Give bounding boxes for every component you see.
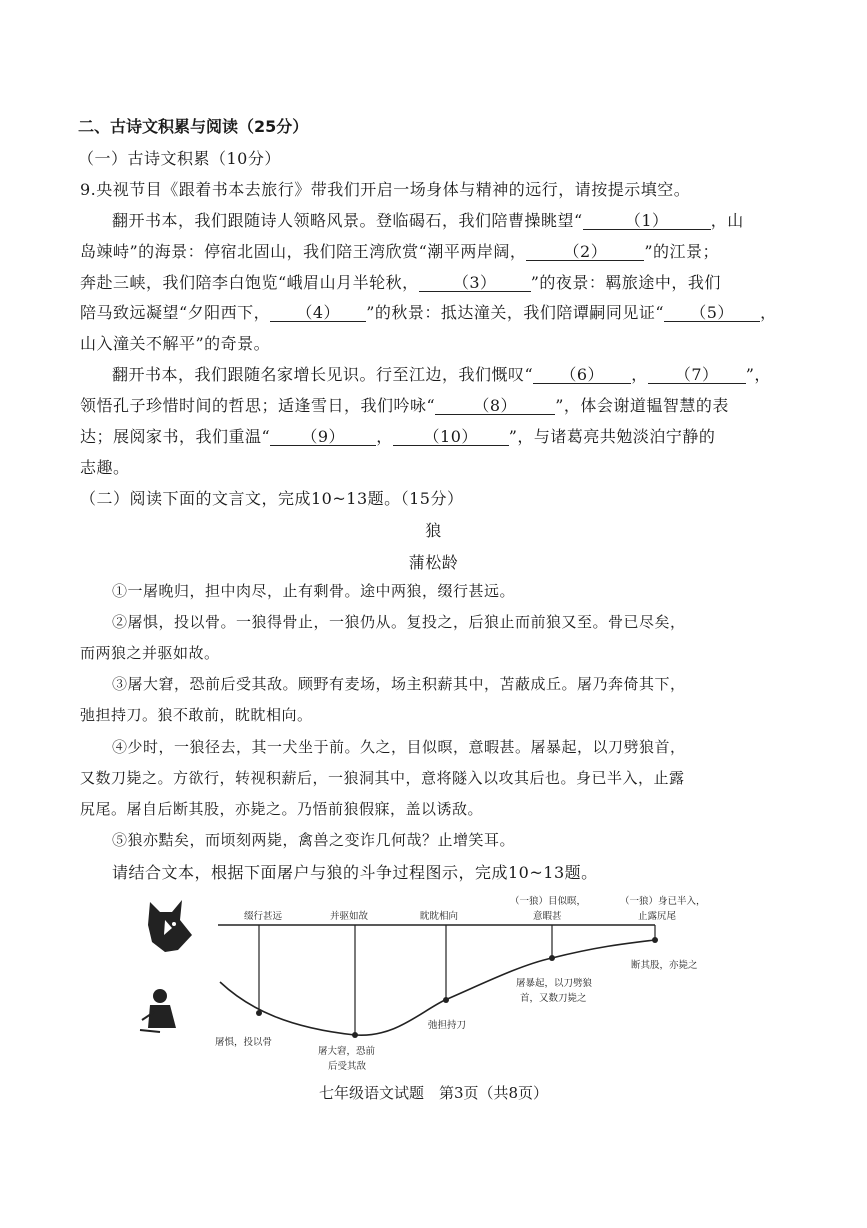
- node: [352, 1032, 358, 1038]
- butcher-label-3: 弛担持刀: [428, 1020, 467, 1031]
- para-4-line2: 又数刀毙之。方欲行，转视积薪后，一狼洞其中，意将隧入以攻其后也。身已半入，止露: [80, 769, 685, 787]
- para-3-line2: 弛担持刀。狼不敢前，眈眈相向。: [80, 706, 313, 724]
- wolf-label-3: 眈眈相向: [420, 911, 459, 922]
- blank-10[interactable]: （10）: [393, 428, 509, 446]
- butcher-label-2a: 屠大窘，恐前: [318, 1046, 376, 1057]
- wolf-label-5a: （一狼）身已半入，: [620, 896, 706, 907]
- diagram-instruction: 请结合文本，根据下面屠户与狼的斗争过程图示，完成10~13题。: [112, 863, 598, 882]
- butcher-label-2b: 后受其敌: [328, 1061, 367, 1072]
- blank-5[interactable]: （5）: [664, 304, 760, 322]
- text: 陪马致远凝望“夕阳西下，: [80, 303, 271, 322]
- butcher-icon: [140, 989, 176, 1032]
- para-4-line3: 尻尾。屠自后断其股，亦毙之。乃悟前狼假寐，盖以诱敌。: [80, 800, 484, 818]
- text: 领悟孔子珍惜时间的哲思；适逢雪日，我们吟咏“: [80, 396, 436, 415]
- para-5: ⑤狼亦黠矣，而顷刻两毙，禽兽之变诈几何哉？止增笑耳。: [112, 831, 516, 849]
- poem-title: 狼: [425, 521, 442, 540]
- text: ”，与诸葛亮共勉淡泊宁静的: [508, 427, 716, 446]
- butcher-label-4a: 屠暴起，以刀劈狼: [516, 978, 593, 989]
- blank-7[interactable]: （7）: [648, 366, 746, 384]
- text: 翻开书本，我们跟随诗人领略风景。登临碣石，我们陪曹操眺望“: [112, 211, 583, 230]
- text: ”，: [745, 365, 771, 384]
- node: [652, 937, 658, 943]
- para-3-line1: ③屠大窘，恐前后受其敌。顾野有麦场，场主积薪其中，苫蔽成丘。屠乃奔倚其下，: [112, 675, 686, 693]
- wolf-label-4b: 意暇甚: [533, 911, 562, 922]
- node: [549, 955, 555, 961]
- butcher-label-4b: 首，又数刀毙之: [520, 993, 587, 1004]
- node: [443, 997, 449, 1003]
- blank-9[interactable]: （9）: [270, 428, 376, 446]
- wolf-label-1: 缀行甚远: [244, 911, 283, 922]
- text: 达；展阅家书，我们重温“: [80, 427, 271, 446]
- text: 奔赴三峡，我们陪李白饱览“峨眉山月半轮秋，: [80, 273, 419, 292]
- text: ，: [631, 365, 648, 384]
- blank-4[interactable]: （4）: [270, 304, 366, 322]
- part2-title: （二）阅读下面的文言文，完成10~13题。（15分）: [80, 489, 464, 508]
- butcher-label-1: 屠惧，投以骨: [215, 1037, 273, 1048]
- wolf-label-5b: 止露尻尾: [638, 911, 677, 922]
- wolf-label-4a: （一狼）目似暝，: [510, 896, 587, 907]
- wolf-label-2: 并驱如故: [330, 911, 369, 922]
- blank-1[interactable]: （1）: [583, 212, 711, 230]
- section-title: 二、古诗文积累与阅读（25分）: [78, 117, 309, 136]
- page-footer: 七年级语文试题 第3页（共8页）: [318, 1084, 549, 1102]
- para-4-line1: ④少时，一狼径去，其一犬坐于前。久之，目似暝，意暇甚。屠暴起，以刀劈狼首，: [112, 738, 686, 756]
- blank-8[interactable]: （8）: [435, 397, 555, 415]
- node: [256, 1010, 262, 1016]
- text: ，山: [710, 211, 744, 230]
- q9-intro: 9.央视节目《跟着书本去旅行》带我们开启一场身体与精神的远行，请按提示填空。: [80, 180, 691, 199]
- text: ”的江景；: [644, 242, 720, 261]
- para-2-line1: ②屠惧，投以骨。一狼得骨止，一狼仍从。复投之，后狼止而前狼又至。骨已尽矣，: [112, 613, 686, 631]
- para-1: ①一屠晚归，担中肉尽，止有剩骨。途中两狼，缀行甚远。: [112, 582, 516, 600]
- poem-author: 蒲松龄: [408, 553, 459, 572]
- blank-3[interactable]: （3）: [419, 274, 531, 292]
- text: ，: [760, 303, 777, 322]
- text: 翻开书本，我们跟随名家增长见识。行至江边，我们慨叹“: [112, 365, 534, 384]
- wolf-label-6: 断其股，亦毙之: [631, 960, 698, 971]
- text: 岛竦峙”的海景：停宿北固山，我们陪王湾欣赏“潮平两岸阔，: [80, 242, 527, 261]
- blank-2[interactable]: （2）: [526, 243, 644, 261]
- blank-6[interactable]: （6）: [533, 366, 631, 384]
- para-2-line2: 而两狼之并驱如故。: [80, 644, 220, 662]
- q9-p1-line5: 山入潼关不解平”的奇景。: [80, 334, 271, 353]
- wolf-icon: [148, 900, 192, 952]
- text: ”，体会谢道韫智慧的表: [555, 396, 729, 415]
- text: ”的夜景：羁旅途中，我们: [530, 273, 721, 292]
- text: ”的秋景：抵达潼关，我们陪谭嗣同见证“: [366, 303, 665, 322]
- part1-title: （一）古诗文积累（10分）: [78, 149, 281, 168]
- text: ，: [376, 427, 393, 446]
- q9-p2-line4: 志趣。: [80, 458, 130, 477]
